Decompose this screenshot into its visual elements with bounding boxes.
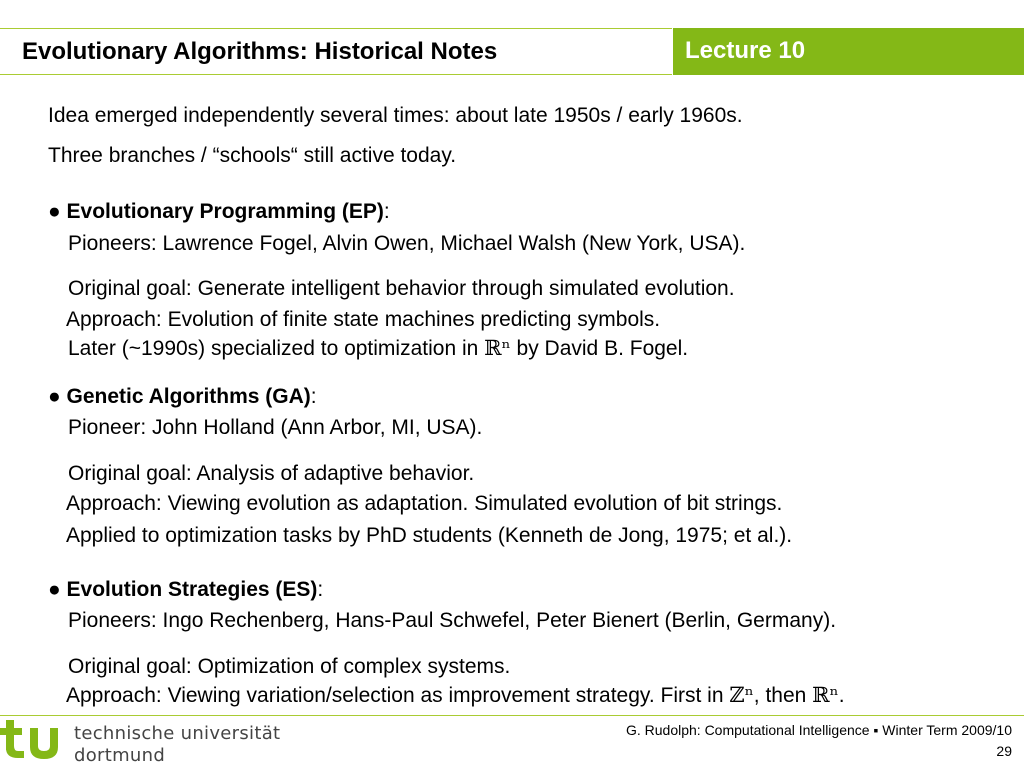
lecture-label: Lecture 10: [685, 37, 806, 64]
ep-later-suffix: by David B. Fogel.: [510, 337, 689, 360]
footer-credit: G. Rudolph: Computational Intelligence ▪ Winter Term 2009/10: [625, 722, 1012, 738]
es-pioneers: Pioneers: Ingo Rechenberg, Hans-Paul Schwefel, Peter Bienert (Berlin, Germany).: [68, 609, 837, 632]
real-numbers-symbol: ℝⁿ: [812, 683, 839, 707]
page-number: 29: [996, 743, 1012, 759]
intro-line-1: Idea emerged independently several times: about late 1950s / early 1960s.: [48, 104, 743, 127]
ep-goal: Original goal: Generate intelligent behavior through simulated evolution.: [68, 277, 735, 300]
logo-text-line-1: technische universität: [74, 723, 281, 744]
es-approach: [66, 683, 845, 708]
es-goal: Original goal: Optimization of complex systems.: [68, 655, 511, 678]
ep-approach: Approach: Evolution of finite state machines predicting symbols.: [66, 308, 661, 331]
slide-title: Evolutionary Algorithms: Historical Notes: [22, 38, 498, 65]
bullet-icon: ●: [48, 578, 61, 601]
section-es-colon: :: [317, 578, 324, 601]
ga-approach: Approach: Viewing evolution as adaptation. Simulated evolution of bit strings.: [66, 492, 783, 515]
section-ep-colon: :: [383, 200, 390, 223]
integers-symbol: ℤⁿ: [729, 683, 754, 707]
section-ga-heading: [48, 385, 317, 409]
bullet-icon: ●: [48, 200, 61, 223]
real-numbers-symbol: ℝⁿ: [484, 336, 511, 360]
tu-logo-icon: [0, 718, 66, 766]
section-es-name: Evolution Strategies (ES): [66, 578, 318, 601]
es-approach-mid: , then: [753, 684, 813, 707]
slide-header: [0, 28, 1024, 75]
ep-pioneers: Pioneers: Lawrence Fogel, Alvin Owen, Michael Walsh (New York, USA).: [68, 232, 746, 255]
tu-dortmund-logo: [0, 718, 280, 766]
bullet-icon: ●: [48, 385, 61, 408]
section-ga-colon: :: [310, 385, 317, 408]
title-bar: [0, 28, 672, 75]
es-approach-suffix: .: [838, 684, 845, 707]
lecture-bar: [673, 28, 1024, 75]
es-approach-prefix: Approach: Viewing variation/selection as improvement strategy. First in: [66, 684, 730, 707]
logo-text-line-2: dortmund: [74, 745, 166, 766]
ep-later-prefix: Later (~1990s) specialized to optimization in: [68, 337, 485, 360]
ep-later: [68, 336, 688, 361]
footer-divider: [0, 715, 1024, 716]
intro-line-2: Three branches / “schools“ still active today.: [48, 144, 457, 167]
section-ep-heading: [48, 200, 390, 224]
ga-pioneers: Pioneer: John Holland (Ann Arbor, MI, USA).: [68, 416, 483, 439]
section-ga-name: Genetic Algorithms (GA): [66, 385, 311, 408]
ga-goal: Original goal: Analysis of adaptive behavior.: [68, 462, 475, 485]
section-ep-name: Evolutionary Programming (EP): [66, 200, 384, 223]
ga-applied: Applied to optimization tasks by PhD students (Kenneth de Jong, 1975; et al.).: [66, 524, 793, 547]
section-es-heading: [48, 578, 323, 602]
